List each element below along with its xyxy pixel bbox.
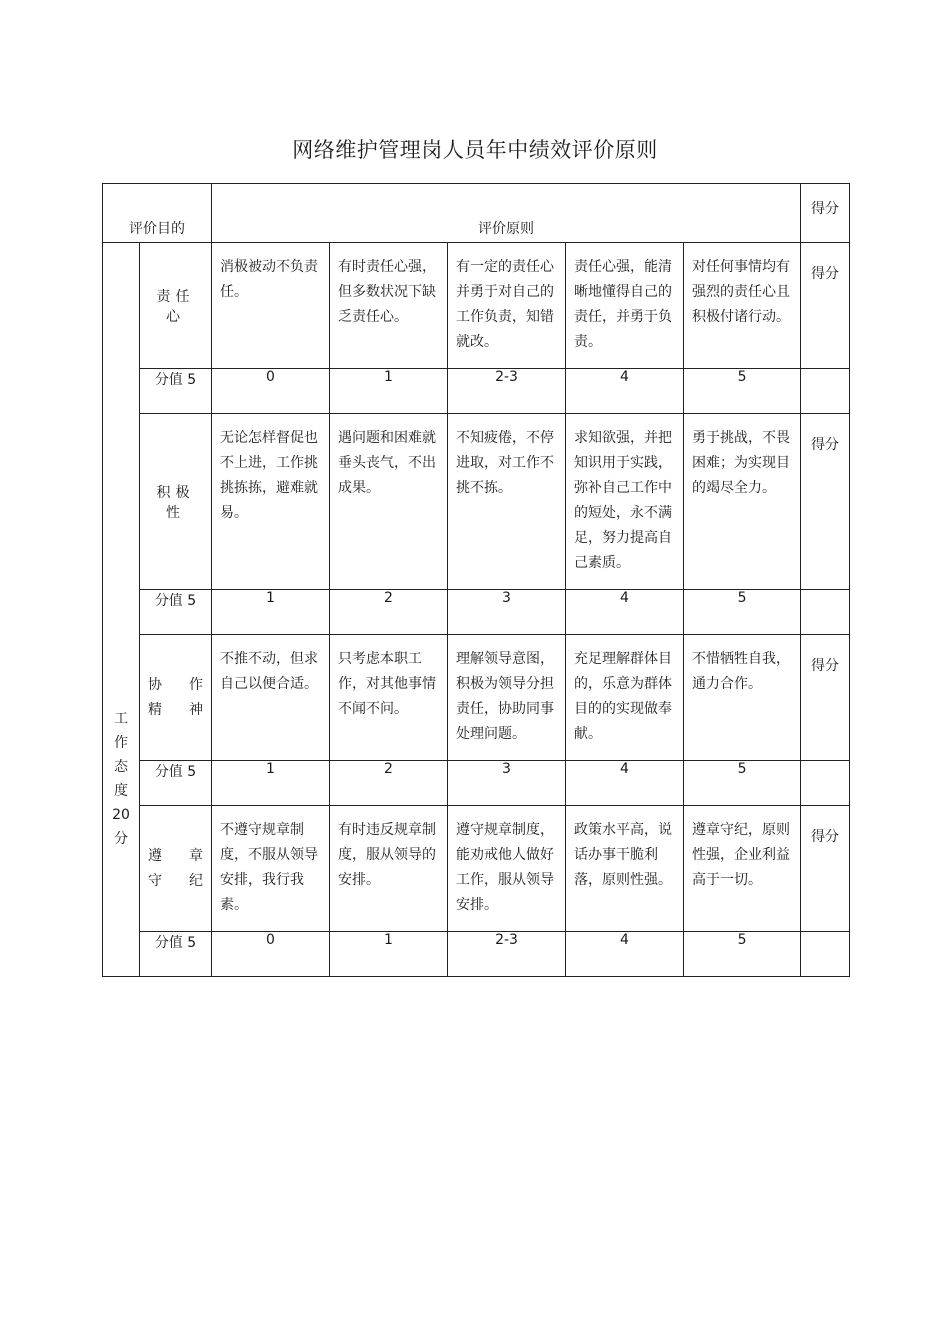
category-char: 工 — [114, 710, 128, 727]
value-label: 分值 5 — [140, 761, 212, 806]
criteria-cell: 遇问题和困难就垂头丧气，不出成果。 — [330, 414, 448, 590]
value-label: 分值 5 — [140, 932, 212, 977]
value-cell: 4 — [566, 761, 684, 806]
criteria-cell: 无论怎样督促也不上进，工作挑挑拣拣，避难就易。 — [212, 414, 330, 590]
item-name-text: 责任心 — [156, 288, 195, 325]
criteria-cell: 求知欲强，并把知识用于实践，弥补自己工作中的短处，永不满足，努力提高自己素质。 — [566, 414, 684, 590]
value-cell: 4 — [566, 590, 684, 635]
item-name — [140, 635, 212, 761]
value-row — [103, 590, 850, 635]
value-row — [103, 932, 850, 977]
value-cell: 1 — [212, 761, 330, 806]
category-char: 度 — [114, 782, 128, 799]
criteria-cell: 不知疲倦，不停进取，对工作不挑不拣。 — [448, 414, 566, 590]
item-name-text: 积极性 — [156, 484, 195, 521]
criteria-cell: 有一定的责任心并勇于对自己的工作负责，知错就改。 — [448, 243, 566, 369]
item-name-char: 遵 — [148, 847, 162, 864]
value-row — [103, 369, 850, 414]
item-name — [140, 414, 212, 590]
criteria-row — [103, 243, 850, 369]
criteria-cell: 充足理解群体目的，乐意为群体目的的实现做奉献。 — [566, 635, 684, 761]
item-name-char: 作 — [189, 676, 203, 693]
criteria-row — [103, 635, 850, 761]
score-cell: 得分 — [801, 806, 850, 932]
header-goal: 评价目的 — [103, 184, 212, 243]
category-char: 态 — [114, 758, 128, 775]
score-cell: 得分 — [801, 635, 850, 761]
value-cell: 0 — [212, 369, 330, 414]
value-cell: 4 — [566, 369, 684, 414]
item-name-char: 章 — [189, 847, 203, 864]
value-label: 分值 5 — [140, 590, 212, 635]
page-title: 网络维护管理岗人员年中绩效评价原则 — [292, 138, 658, 162]
header-principle: 评价原则 — [212, 184, 801, 243]
item-name-char: 守 — [148, 872, 162, 889]
item-name — [140, 243, 212, 369]
criteria-cell: 政策水平高，说话办事干脆利落，原则性强。 — [566, 806, 684, 932]
value-cell: 2-3 — [448, 369, 566, 414]
criteria-cell: 勇于挑战，不畏困难；为实现目的竭尽全力。 — [684, 414, 801, 590]
value-label: 分值 5 — [140, 369, 212, 414]
value-cell: 5 — [684, 932, 801, 977]
value-cell: 1 — [330, 369, 448, 414]
value-cell: 0 — [212, 932, 330, 977]
value-cell: 5 — [684, 590, 801, 635]
value-row — [103, 761, 850, 806]
category-char: 作 — [114, 734, 128, 751]
item-name-char: 神 — [189, 701, 203, 718]
criteria-cell: 责任心强，能清晰地懂得自己的责任，并勇于负责。 — [566, 243, 684, 369]
score-blank-cell — [801, 590, 850, 635]
value-cell: 3 — [448, 590, 566, 635]
value-cell: 1 — [330, 932, 448, 977]
category-char: 分 — [114, 830, 128, 847]
value-cell: 4 — [566, 932, 684, 977]
score-blank-cell — [801, 932, 850, 977]
score-cell: 得分 — [801, 243, 850, 369]
value-cell: 5 — [684, 761, 801, 806]
value-cell: 3 — [448, 761, 566, 806]
criteria-cell: 遵守规章制度，能劝戒他人做好工作，服从领导安排。 — [448, 806, 566, 932]
score-cell: 得分 — [801, 414, 850, 590]
score-blank-cell — [801, 369, 850, 414]
item-name — [140, 806, 212, 932]
value-cell: 1 — [212, 590, 330, 635]
item-name-char: 协 — [148, 676, 162, 693]
criteria-cell: 遵章守纪，原则性强，企业利益高于一切。 — [684, 806, 801, 932]
value-cell: 2-3 — [448, 932, 566, 977]
value-cell: 2 — [330, 761, 448, 806]
criteria-cell: 不遵守规章制度，不服从领导安排，我行我素。 — [212, 806, 330, 932]
criteria-cell: 有时违反规章制度，服从领导的安排。 — [330, 806, 448, 932]
criteria-row — [103, 414, 850, 590]
criteria-cell: 不推不动，但求自己以便合适。 — [212, 635, 330, 761]
evaluation-table — [102, 183, 850, 977]
criteria-row — [103, 806, 850, 932]
item-name-char: 精 — [148, 701, 162, 718]
header-row — [103, 184, 850, 243]
item-name-char: 纪 — [189, 872, 203, 889]
criteria-cell: 只考虑本职工作，对其他事情不闻不问。 — [330, 635, 448, 761]
category-char: 20 — [112, 806, 130, 823]
criteria-cell: 理解领导意图，积极为领导分担责任，协助同事处理问题。 — [448, 635, 566, 761]
criteria-cell: 不惜牺牲自我，通力合作。 — [684, 635, 801, 761]
category-cell — [103, 243, 140, 977]
score-blank-cell — [801, 761, 850, 806]
criteria-cell: 消极被动不负责任。 — [212, 243, 330, 369]
criteria-cell: 对任何事情均有强烈的责任心且积极付诸行动。 — [684, 243, 801, 369]
value-cell: 5 — [684, 369, 801, 414]
criteria-cell: 有时责任心强，但多数状况下缺乏责任心。 — [330, 243, 448, 369]
value-cell: 2 — [330, 590, 448, 635]
header-score: 得分 — [801, 184, 850, 243]
